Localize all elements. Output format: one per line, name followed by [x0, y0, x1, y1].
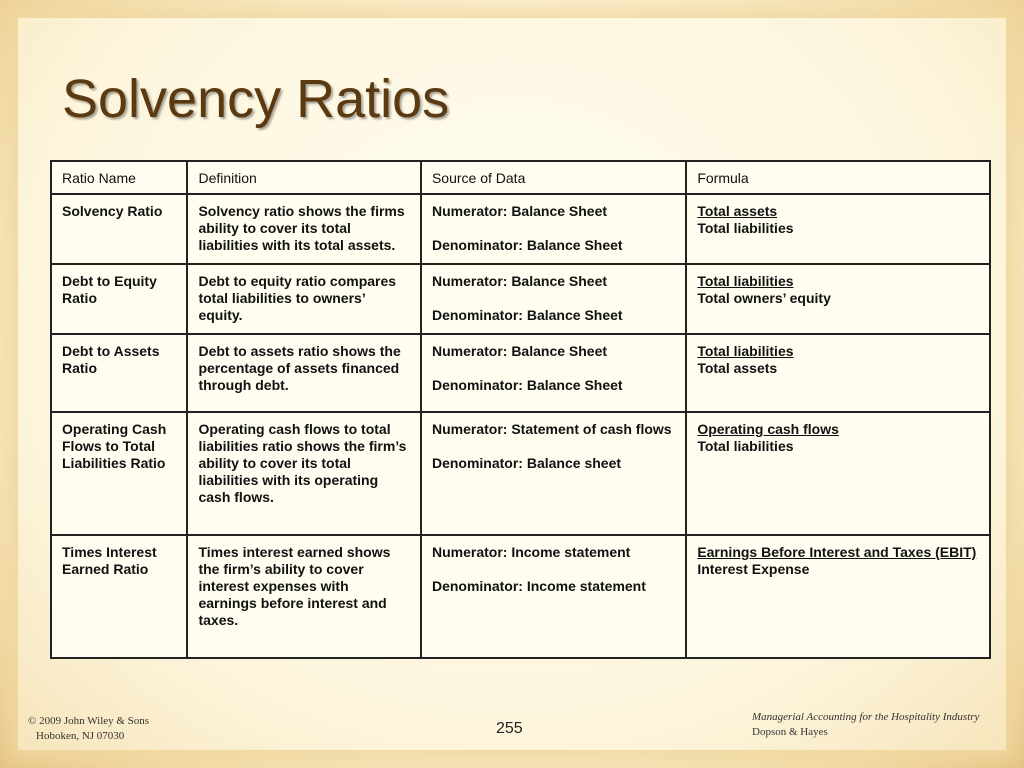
numerator-source: Numerator: Balance Sheet	[431, 343, 608, 359]
header-formula: Formula	[686, 161, 990, 194]
numerator-source: Numerator: Balance Sheet	[431, 273, 608, 289]
table-row	[51, 334, 990, 412]
source-cell	[421, 535, 686, 658]
header-ratio-name: Ratio Name	[51, 161, 187, 194]
denominator-source: Denominator: Income statement	[431, 578, 646, 594]
formula-denominator: Interest Expense	[697, 561, 810, 577]
denominator-source: Denominator: Balance sheet	[431, 455, 622, 471]
denominator-source: Denominator: Balance Sheet	[431, 237, 623, 253]
formula-numerator: Total liabilities	[697, 343, 794, 359]
ratio-name-cell: Operating Cash Flows to Total Liabilities Ratio	[51, 412, 187, 535]
formula-numerator: Total assets	[697, 203, 778, 219]
publisher-location: Hoboken, NJ 07030	[36, 730, 125, 742]
definition-cell: Times interest earned shows the firm’s ability to cover interest expenses with earnings before interest and taxes.	[187, 535, 421, 658]
table-row	[51, 412, 990, 535]
ratio-name-cell: Solvency Ratio	[51, 194, 187, 264]
denominator-source: Denominator: Balance Sheet	[431, 307, 623, 323]
numerator-source: Numerator: Statement of cash flows	[431, 421, 672, 437]
formula-cell	[686, 412, 990, 535]
table-row	[51, 535, 990, 658]
header-definition: Definition	[187, 161, 421, 194]
formula-cell	[686, 194, 990, 264]
header-source-of-data: Source of Data	[421, 161, 686, 194]
definition-cell: Operating cash flows to total liabilities ratio shows the firm’s ability to cover its total liabilities with its operating cash flows.	[187, 412, 421, 535]
source-cell	[421, 412, 686, 535]
formula-numerator: Earnings Before Interest and Taxes (EBIT)	[697, 544, 977, 560]
slide-title: Solvency Ratios	[62, 69, 450, 129]
copyright-text: © 2009 John Wiley & Sons	[28, 715, 150, 727]
ratio-name-cell: Debt to Equity Ratio	[51, 264, 187, 334]
formula-cell	[686, 264, 990, 334]
formula-numerator: Total liabilities	[697, 273, 794, 289]
definition-cell: Debt to equity ratio compares total liabilities to owners’ equity.	[187, 264, 421, 334]
table-header-row	[51, 161, 990, 194]
numerator-source: Numerator: Balance Sheet	[431, 203, 608, 219]
definition-cell: Solvency ratio shows the firms ability to cover its total liabilities with its total assets.	[187, 194, 421, 264]
numerator-source: Numerator: Income statement	[431, 544, 631, 560]
formula-denominator: Total liabilities	[697, 438, 794, 454]
copyright-footer	[28, 714, 149, 744]
formula-cell	[686, 334, 990, 412]
source-cell	[421, 194, 686, 264]
table-row	[51, 264, 990, 334]
book-footer	[752, 710, 979, 740]
denominator-source: Denominator: Balance Sheet	[431, 377, 623, 393]
source-cell	[421, 334, 686, 412]
page-number: 255	[496, 720, 523, 737]
book-authors: Dopson & Hayes	[752, 726, 828, 738]
formula-denominator: Total assets	[697, 360, 778, 376]
ratio-name-cell: Times Interest Earned Ratio	[51, 535, 187, 658]
definition-cell: Debt to assets ratio shows the percentage of assets financed through debt.	[187, 334, 421, 412]
formula-denominator: Total owners’ equity	[697, 290, 831, 306]
table-row	[51, 194, 990, 264]
formula-denominator: Total liabilities	[697, 220, 794, 236]
ratio-name-cell: Debt to Assets Ratio	[51, 334, 187, 412]
formula-numerator: Operating cash flows	[697, 421, 839, 437]
source-cell	[421, 264, 686, 334]
book-title: Managerial Accounting for the Hospitality Industry	[752, 711, 980, 723]
formula-cell	[686, 535, 990, 658]
solvency-ratios-table	[50, 160, 991, 659]
